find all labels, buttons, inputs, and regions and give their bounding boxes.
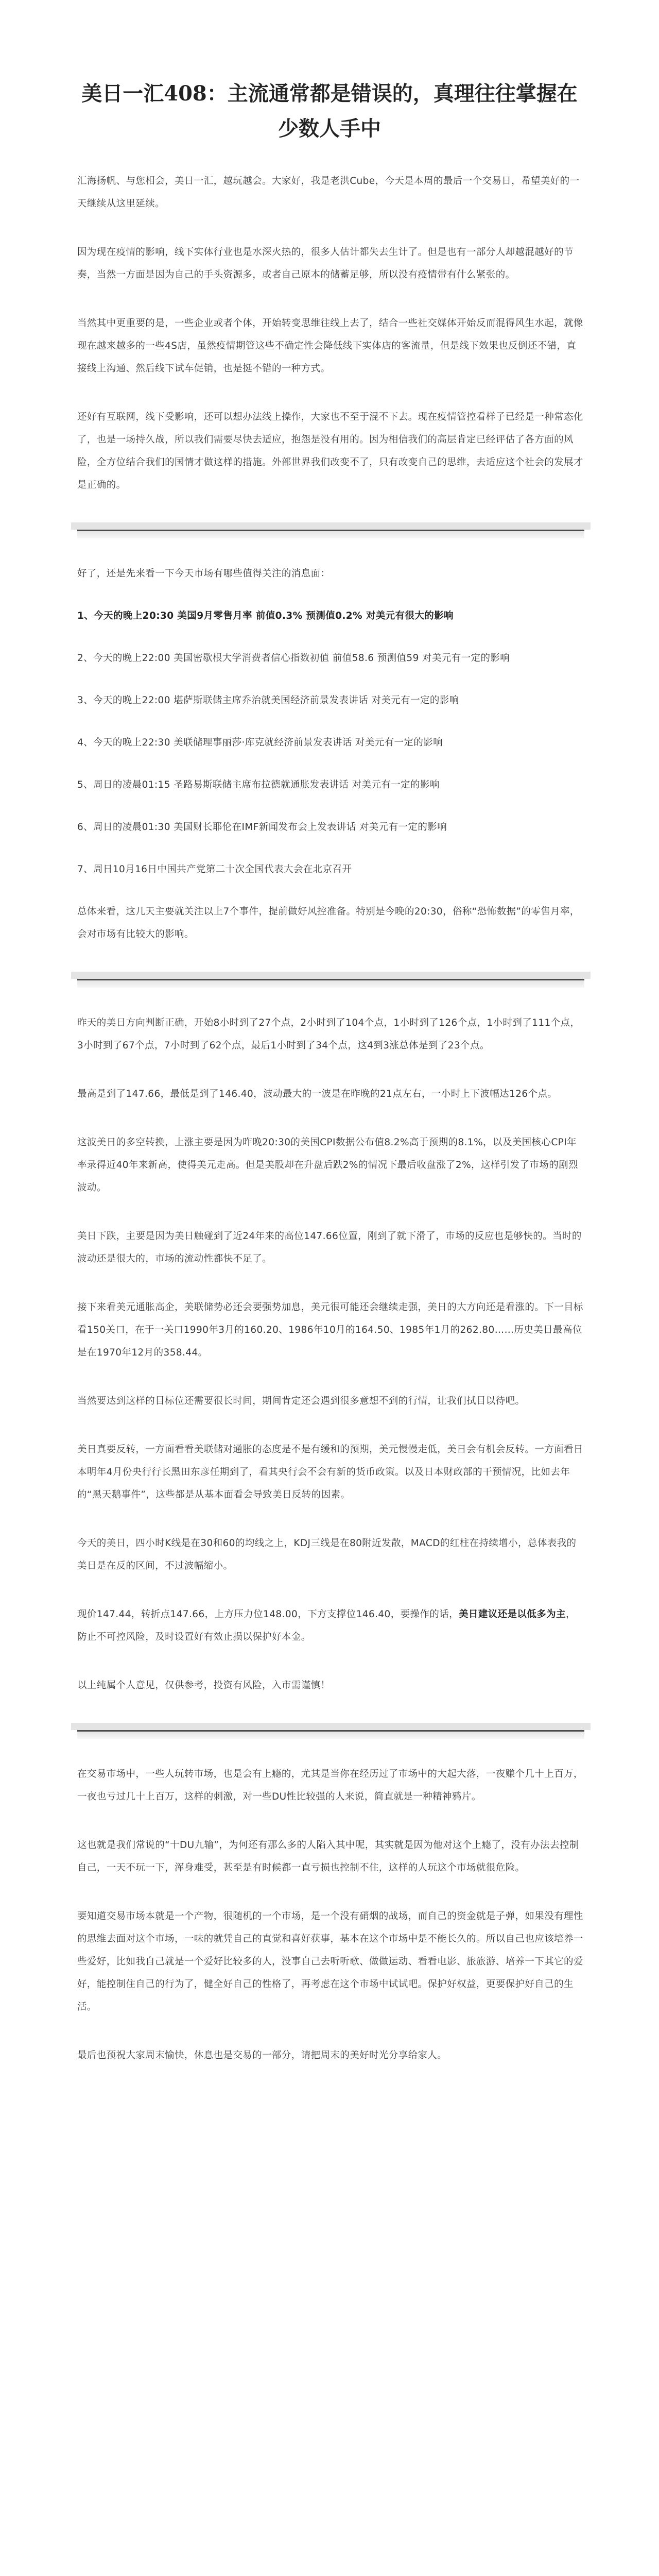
news-item-7: 7、周日10月16日中国共产党第二十次全国代表大会在北京召开 <box>77 864 352 875</box>
review-paragraph: 昨天的美日方向判断正确，开始8小时到了27个点，2小时到了104个点，1小时到了126个点，1小时到了111个点，3小时到了67个点，7小时到了62个点，最后1小时到了34个点，这4到3涨总体是到了23个点。 <box>77 1018 580 1051</box>
internet-paragraph: 还好有互联网，线下受影响，还可以想办法线上操作，大家也不至于混不下去。现在疫情管控看样子已经是一种常态化了，也是一场持久战，所以我们需要尽快去适应，抱怨是没有用的。因为相信我们的高层肯定已经评估了各方面的风险，全方位结合我们的国情才做这样的措施。外部世界我们改变不了，只有改变自己的思维，去适应这个社会的发展才是正确的。 <box>77 412 583 490</box>
strategy-paragraph <box>77 1603 584 1649</box>
section-divider <box>77 1723 584 1745</box>
technical-paragraph: 今天的美日，四小时K线是在30和60的均线之上，KDJ三线是在80附近发散，MACD的红柱在持续增小，总体表我的美日是在反的区间，不过波幅缩小。 <box>77 1538 577 1571</box>
addiction-paragraph: 在交易市场中，一些人玩转市场，也是会有上瘾的，尤其是当你在经历过了市场中的大起大落，一夜赚个几十上百万，一夜也亏过几十上百万，这样的刺激，对一些DU性比较强的人来说，简直就是一种精神鸦片。 <box>77 1769 583 1802</box>
patience-paragraph: 当然要达到这样的目标位还需要很长时间，期间肯定还会遇到很多意想不到的行情，让我们拭目以待吧。 <box>77 1396 525 1406</box>
range-paragraph: 最高是到了147.66，最低是到了146.40，波动最大的一波是在昨晚的21点左右，一小时上下波幅达126个点。 <box>77 1089 558 1099</box>
strategy-recommendation: 美日建议还是以低多为主 <box>459 1609 566 1620</box>
section-divider <box>77 522 584 545</box>
article-title: 美日一汇408：主流通常都是错误的，真理往往掌握在少数人手中 <box>81 81 578 141</box>
pandemic-paragraph: 因为现在疫情的影响，线下实体行业也是水深火热的，很多人估计都失去生计了。但是也有一部分人却越混越好的节奏，当然一方面是因为自己的手头资源多，或者自己原本的储蓄足够，所以没有疫情带有什么紧张的。 <box>77 247 574 280</box>
disclaimer: 以上纯属个人意见，仅供参考，投资有风险，入市需谨慎！ <box>77 1680 331 1691</box>
cpi-paragraph: 这波美日的多空转换，上涨主要是因为昨晚20:30的美国CPI数据公布值8.2%高于预期的8.1%，以及美国核心CPI年率录得近40年来新高，使得美元走高。但是美股却在升盘后跌2%的情况下最后收盘涨了2%，这样引发了市场的剧烈波动。 <box>77 1137 578 1193</box>
intro-paragraph: 汇海扬帆、与您相会，美日一汇，越玩越会。大家好，我是老洪Cube，今天是本周的最后一个交易日，希望美好的一天继续从这里延续。 <box>77 176 580 209</box>
news-item-3: 3、今天的晚上22:00 堪萨斯联储主席乔治就美国经济前景发表讲话 对美元有一定的影响 <box>77 695 459 706</box>
news-item-5: 5、周日的凌晨01:15 圣路易斯联储主席布拉德就通胀发表讲话 对美元有一定的影响 <box>77 779 440 790</box>
hobbies-paragraph: 要知道交易市场本就是一个产物，很随机的一个市场，是一个没有硝烟的战场，而自己的资金就是子弹，如果没有理性的思维去面对这个市场，一味的就凭自己的直觉和喜好获事，基本在这个市场中是不能长久的。所以自己也应该培养一些爱好，比如我自己就是一个爱好比较多的人，没事自己去听听歌、做做运动、看看电影、旅旅游、培养一下其它的爱好，能控制住自己的行为了，健全好自己的性格了，再考虑在这个市场中试试吧。保护好权益，更要保护好自己的生活。 <box>77 1911 583 2012</box>
online-shift-paragraph: 当然其中更重要的是，一些企业或者个体，开始转变思维往线上去了，结合一些社交媒体开始反而混得风生水起，就像现在越来越多的一些4S店，虽然疫情期管这些不确定性会降低线下实体店的客流量，但是线下效果也反倒还不错，直接线上沟通、然后线下试车促销，也是挺不错的一种方式。 <box>77 318 583 374</box>
section-divider <box>77 972 584 994</box>
news-item-6: 6、周日的凌晨01:30 美国财长耶伦在IMF新闻发布会上发表讲话 对美元有一定的影响 <box>77 822 447 833</box>
news-intro: 好了，还是先来看一下今天市场有哪些值得关注的消息面： <box>77 568 331 579</box>
reversal-paragraph: 美日真要反转，一方面看看美联储对通胀的态度是不是有缓和的预期，美元慢慢走低，美日会有机会反转。一方面看日本明年4月份央行行长黑田东彦任期到了，看其央行会不会有新的货币政策。以及日本财政部的干预情况，比如去年的“黑天鹅事件”，这些都是从基本面看会导致美日反转的因素。 <box>77 1444 583 1500</box>
news-item-2: 2、今天的晚上22:00 美国密歇根大学消费者信心指数初值 前值58.6 预测值59 对美元有一定的影响 <box>77 653 510 664</box>
gambling-paragraph: 这也就是我们常说的“十DU九输”，为何还有那么多的人陷入其中呢，其实就是因为他对这个上瘾了，没有办法去控制自己，一天不玩一下，浑身难受，甚至是有时候都一直亏损也控制不住，这样的人玩这个市场就很危险。 <box>77 1840 579 1873</box>
news-summary: 总体来看，这几天主要就关注以上7个事件，提前做好风控准备。特别是今晚的20:30，俗称“恐怖数据”的零售月率，会对市场有比较大的影响。 <box>77 906 580 940</box>
news-item-1: 1、今天的晚上20:30 美国9月零售月率 前值0.3% 预测值0.2% 对美元有很大的影响 <box>77 611 454 621</box>
drop-paragraph: 美日下跌，主要是因为美日触碰到了近24年来的高位147.66位置，刚到了就下滑了，市场的反应也是够快的。当时的波动还是很大的，市场的流动性都快不足了。 <box>77 1231 582 1264</box>
outlook-paragraph: 接下来看美元通胀高企，美联储势必还会要强势加息，美元很可能还会继续走强，美日的大方向还是看涨的。下一目标看150关口，在于一关口1990年3月的160.20、1986年10月的164.50、1985年1月的262.80……历史美日最高位是在1970年12月的358.44。 <box>77 1302 583 1358</box>
closing-paragraph: 最后也预祝大家周末愉快，休息也是交易的一部分，请把周末的美好时光分享给家人。 <box>77 2050 447 2061</box>
strategy-levels: 现价147.44，转折点147.66，上方压力位148.00，下方支撑位146.40，要操作的话， <box>77 1609 459 1620</box>
news-item-4: 4、今天的晚上22:30 美联储理事丽莎·库克就经济前景发表讲话 对美元有一定的影响 <box>77 737 443 748</box>
article-body <box>77 170 584 2093</box>
strategy-tail: ，防止不可控风险，及时设置好有效止损以保护好本金。 <box>77 1609 576 1642</box>
